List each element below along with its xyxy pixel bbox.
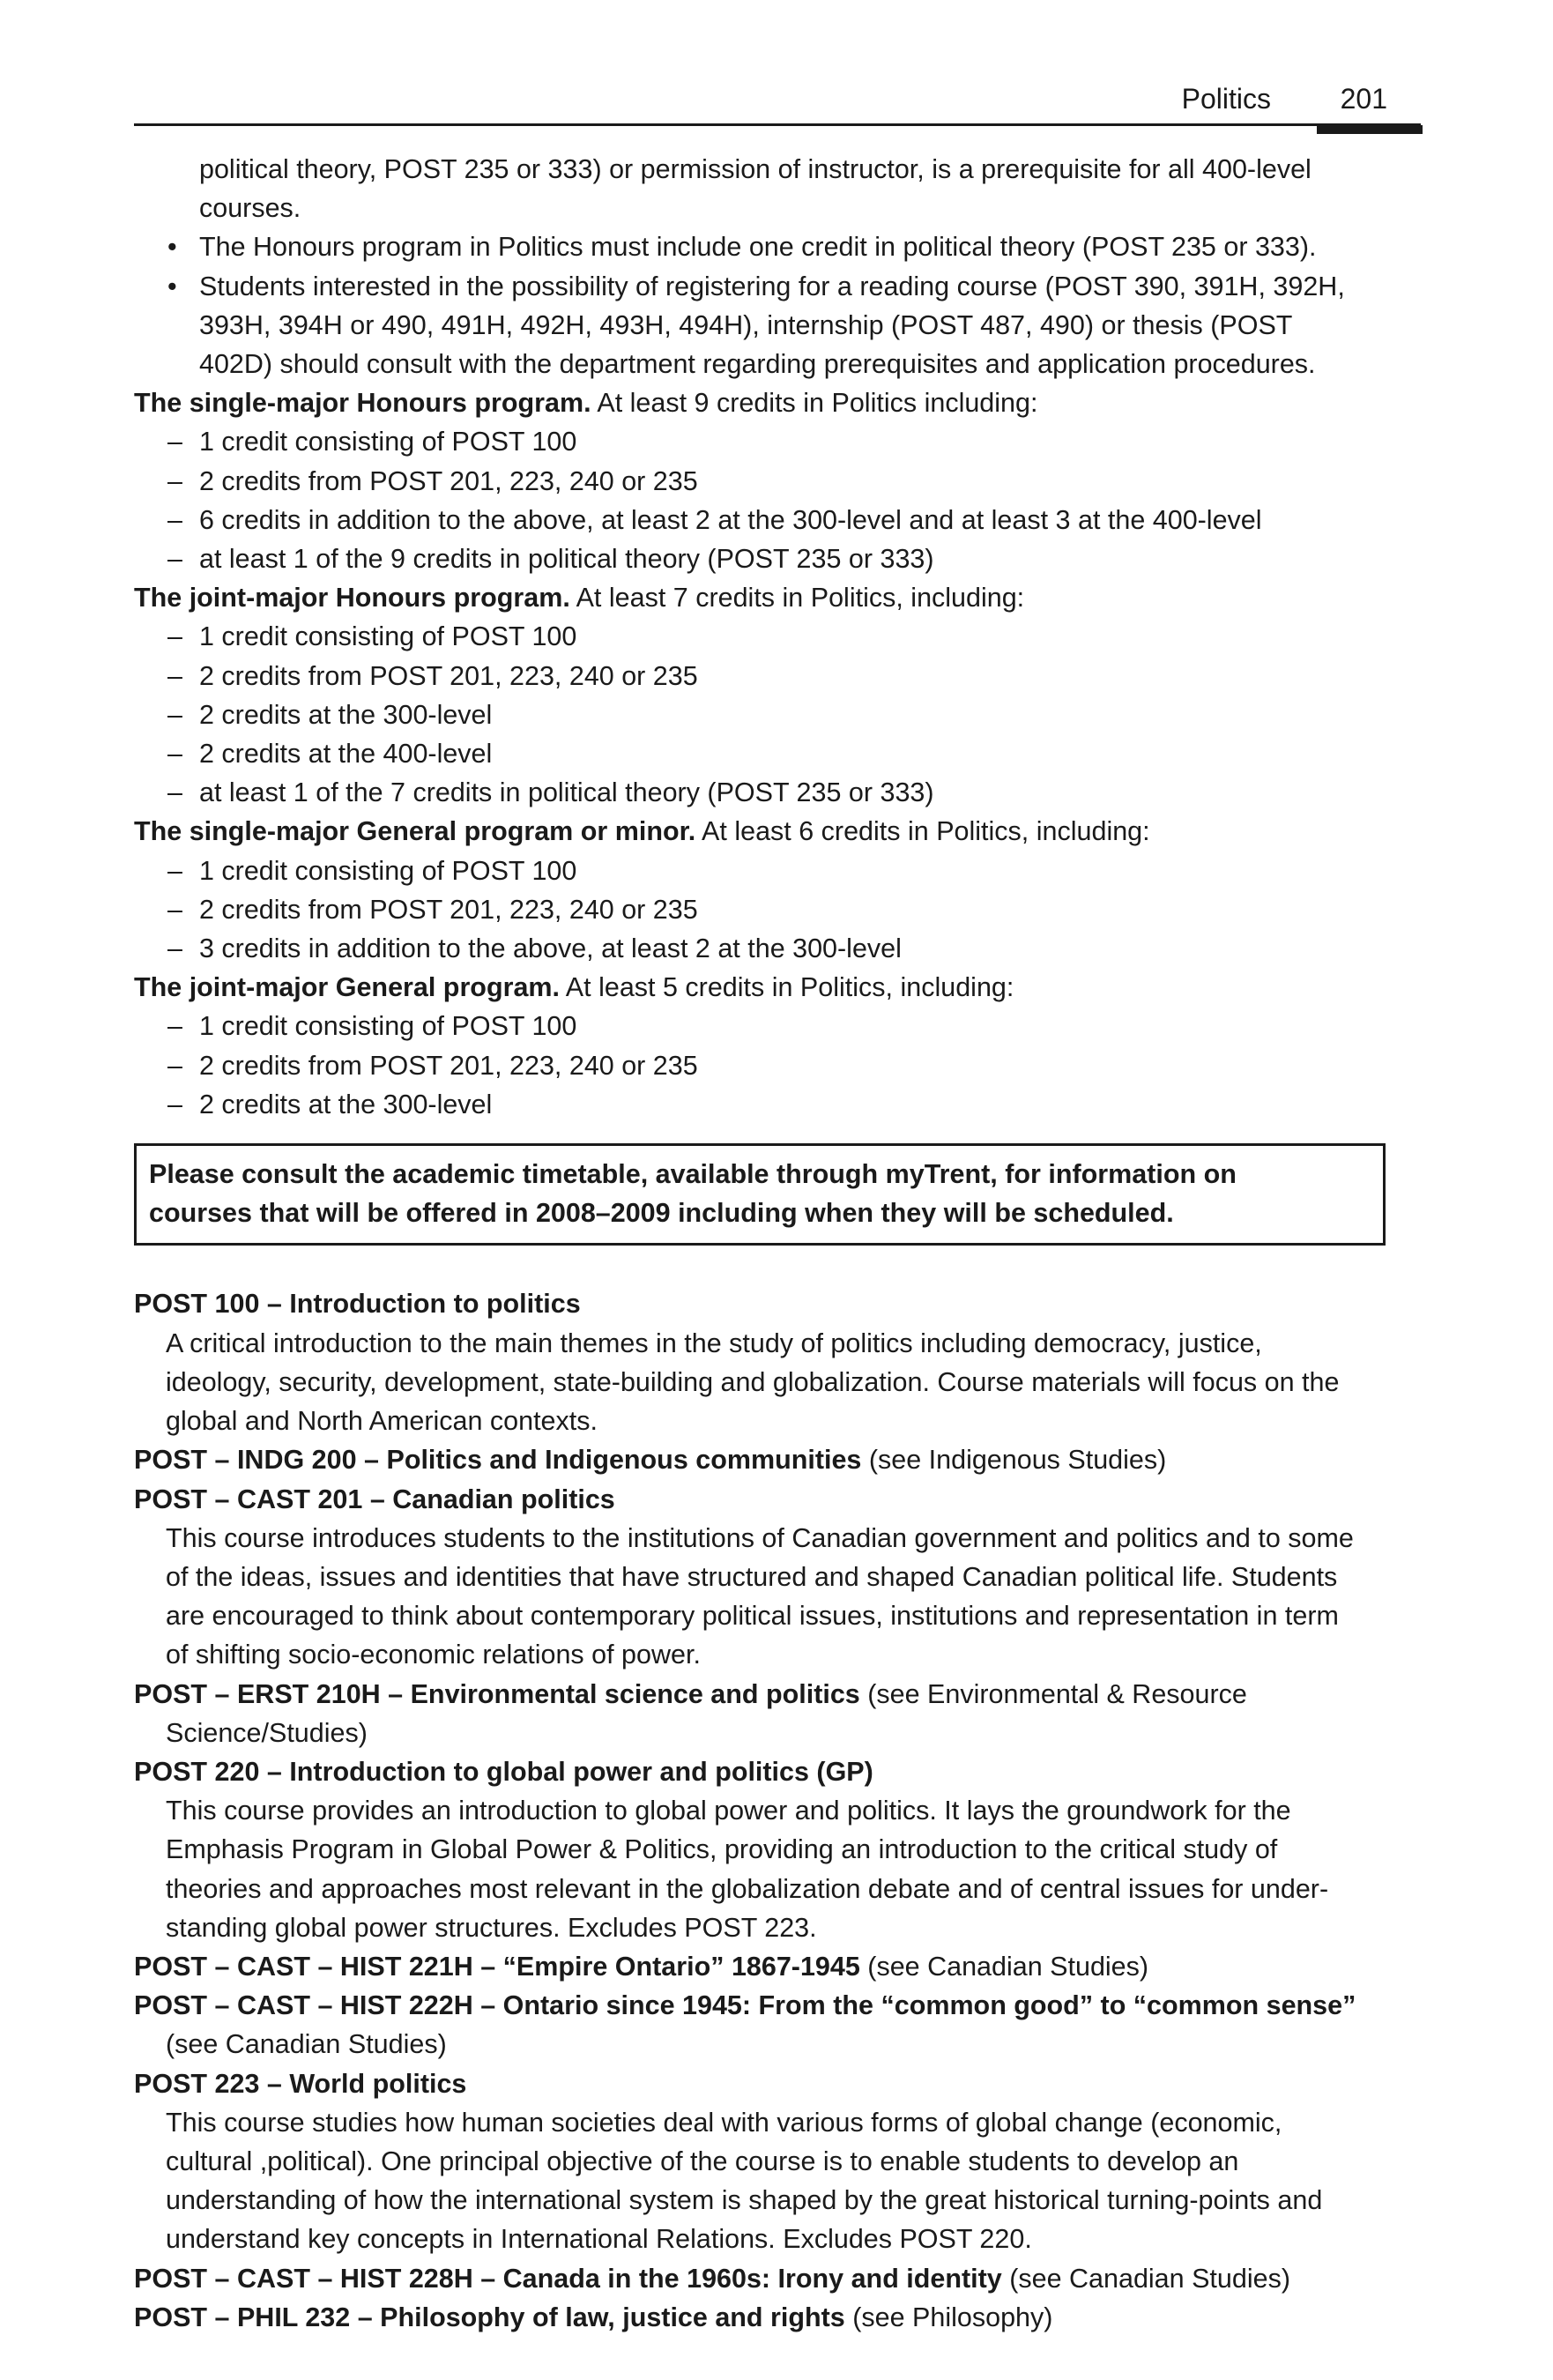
course-description-line: This course studies how human societies deal with various forms of global change (economic, (166, 2107, 1282, 2138)
programs-section (134, 383, 1421, 1124)
course-see-also: (see Indigenous Studies) (861, 1445, 1167, 1476)
course-description-line: of shifting socio-economic relations of power. (166, 1640, 701, 1670)
course-title: POST 223 – World politics (134, 2068, 467, 2099)
dash-icon: – (167, 777, 182, 808)
requirement-item (134, 929, 1421, 968)
course-description-line: global and North American contexts. (166, 1406, 598, 1437)
dash-icon: – (167, 1011, 182, 1042)
course-description-line: standing global power structures. Excludes POST 223. (166, 1912, 817, 1943)
program-title: The joint-major Honours program. (134, 583, 570, 614)
program-heading (134, 578, 1421, 617)
course-heading (134, 2259, 1421, 2298)
requirement-text: 2 credits at the 300-level (199, 1089, 493, 1119)
dash-icon: – (167, 504, 182, 535)
dash-icon: – (167, 660, 182, 691)
bullet-text: 402D) should consult with the department regarding prerequisites and application procedures. (199, 349, 1316, 380)
requirement-text: 2 credits at the 400-level (199, 739, 493, 770)
program-desc: At least 6 credits in Politics, including: (695, 816, 1150, 847)
course-title: POST 100 – Introduction to politics (134, 1289, 581, 1320)
program-heading (134, 812, 1421, 851)
dash-icon: – (167, 427, 182, 457)
requirement-item (134, 422, 1421, 461)
notice-line: courses that will be offered in 2008–2009 including when they will be scheduled. (149, 1198, 1174, 1229)
requirement-text: at least 1 of the 9 credits in political theory (POST 235 or 333) (199, 544, 934, 575)
page-number: 201 (1340, 83, 1387, 115)
dash-icon: – (167, 933, 182, 964)
bullet-line (134, 227, 1421, 266)
course-see-also: (see Canadian Studies) (1001, 2263, 1290, 2294)
bullet-line (134, 345, 1421, 383)
course-description-line: of the ideas, issues and identities that have structured and shaped Canadian political life. Students (166, 1561, 1338, 1592)
course-title: POST – CAST – HIST 222H – Ontario since 1945: From the “common good” to “common sense” (134, 1990, 1356, 2021)
requirement-item (134, 462, 1421, 501)
course-heading (134, 2064, 1421, 2103)
course-title: POST – CAST – HIST 221H – “Empire Ontario” 1867-1945 (134, 1951, 860, 1982)
program-heading (134, 383, 1421, 422)
program-desc: At least 7 credits in Politics, including: (569, 583, 1025, 614)
timetable-notice (134, 1143, 1386, 1246)
requirement-item (134, 1085, 1421, 1124)
course-description-line: ideology, security, development, state-building and globalization. Course materials will focus on the (166, 1366, 1340, 1397)
dash-icon: – (167, 1089, 182, 1119)
dash-icon: – (167, 699, 182, 730)
course-description-line: theories and approaches most relevant in the globalization debate and of central issues for under- (166, 1873, 1329, 1904)
course-description-line: are encouraged to think about contemporary political issues, institutions and representation in term (166, 1601, 1339, 1632)
requirement-text: at least 1 of the 7 credits in political theory (POST 235 or 333) (199, 777, 934, 808)
dash-icon: – (167, 621, 182, 652)
requirement-text: 2 credits from POST 201, 223, 240 or 235 (199, 465, 698, 496)
course-description-line: A critical introduction to the main themes in the study of politics including democracy, justice, (166, 1328, 1262, 1358)
bullet-line (134, 306, 1421, 345)
requirement-text: 2 credits from POST 201, 223, 240 or 235 (199, 660, 698, 691)
program-title: The single-major Honours program. (134, 388, 591, 419)
course-title: POST – CAST 201 – Canadian politics (134, 1484, 615, 1514)
course-title: POST – CAST – HIST 228H – Canada in the 1960s: Irony and identity (134, 2263, 1002, 2294)
program-title: The single-major General program or minor. (134, 816, 696, 847)
requirement-item (134, 657, 1421, 695)
requirement-text: 2 credits at the 300-level (199, 699, 493, 730)
course-heading (134, 1947, 1421, 1986)
requirement-item (134, 695, 1421, 734)
requirement-text: 1 credit consisting of POST 100 (199, 855, 577, 886)
course-heading (134, 1480, 1421, 1519)
course-heading (134, 2298, 1421, 2337)
requirement-item (134, 852, 1421, 890)
course-description-line: cultural ,political). One principal objective of the course is to enable students to develop an (166, 2146, 1239, 2176)
requirement-item (134, 617, 1421, 656)
course-description-line: (see Canadian Studies) (166, 2029, 447, 2060)
course-title: POST – PHIL 232 – Philosophy of law, justice and rights (134, 2302, 845, 2332)
requirement-text: 3 credits in addition to the above, at least 2 at the 300-level (199, 933, 902, 964)
course-list (134, 1284, 1421, 2336)
header-bar (1317, 125, 1423, 134)
dash-icon: – (167, 739, 182, 770)
intro-line: courses. (199, 193, 301, 224)
requirement-item (134, 734, 1421, 773)
intro-line: political theory, POST 235 or 333) or permission of instructor, is a prerequisite for all 400-level (199, 154, 1312, 184)
page-header (134, 78, 1421, 126)
dash-icon: – (167, 855, 182, 886)
course-heading (134, 1986, 1421, 2025)
course-description-line: Science/Studies) (166, 1717, 368, 1748)
dash-icon: – (167, 544, 182, 575)
course-see-also: (see Philosophy) (844, 2302, 1053, 2332)
requirement-item (134, 539, 1421, 578)
course-title: POST – INDG 200 – Politics and Indigenous communities (134, 1445, 862, 1476)
course-title: POST 220 – Introduction to global power and politics (GP) (134, 1756, 873, 1787)
bullet-text: The Honours program in Politics must include one credit in political theory (POST 235 or 333). (199, 232, 1317, 263)
course-description-line: This course introduces students to the institutions of Canadian government and politics and to some (166, 1522, 1354, 1553)
bullet-line (134, 267, 1421, 306)
bullet-icon: • (167, 271, 177, 301)
page-content (134, 150, 1421, 2337)
bullet-icon: • (167, 232, 177, 263)
dash-icon: – (167, 465, 182, 496)
course-description-line: understand key concepts in International Relations. Excludes POST 220. (166, 2224, 1032, 2255)
course-heading (134, 1752, 1421, 1791)
requirement-text: 1 credit consisting of POST 100 (199, 1011, 577, 1042)
course-heading (134, 1440, 1421, 1479)
course-heading (134, 1284, 1421, 1323)
course-description-line: understanding of how the international system is shaped by the great historical turning-points and (166, 2185, 1323, 2216)
dash-icon: – (167, 894, 182, 925)
course-description-line: Emphasis Program in Global Power & Politics, providing an introduction to the critical study of (166, 1834, 1278, 1865)
course-heading (134, 1675, 1421, 1714)
requirement-text: 1 credit consisting of POST 100 (199, 621, 577, 652)
requirement-item (134, 773, 1421, 812)
requirement-item (134, 1007, 1421, 1045)
requirement-text: 2 credits from POST 201, 223, 240 or 235 (199, 1050, 698, 1081)
section-title: Politics (1181, 83, 1271, 115)
program-desc: At least 9 credits in Politics including: (591, 388, 1038, 419)
course-see-also: (see Environmental & Resource (859, 1678, 1247, 1709)
program-heading (134, 968, 1421, 1007)
bullet-text: 393H, 394H or 490, 491H, 492H, 493H, 494H), internship (POST 487, 490) or thesis (POST (199, 309, 1293, 340)
requirement-item (134, 1046, 1421, 1085)
requirement-text: 2 credits from POST 201, 223, 240 or 235 (199, 894, 698, 925)
requirement-text: 6 credits in addition to the above, at least 2 at the 300-level and at least 3 at the 400-level (199, 504, 1262, 535)
requirement-item (134, 501, 1421, 539)
dash-icon: – (167, 1050, 182, 1081)
requirement-text: 1 credit consisting of POST 100 (199, 427, 577, 457)
course-description-line: This course provides an introduction to global power and politics. It lays the groundwork for the (166, 1796, 1291, 1826)
notice-line: Please consult the academic timetable, available through myTrent, for information on (149, 1159, 1237, 1190)
program-desc: At least 5 credits in Politics, including: (560, 972, 1014, 1003)
bullet-text: Students interested in the possibility of registering for a reading course (POST 390, 391H, 392H, (199, 271, 1345, 301)
course-see-also: (see Canadian Studies) (859, 1951, 1149, 1982)
program-title: The joint-major General program. (134, 972, 560, 1003)
course-title: POST – ERST 210H – Environmental science and politics (134, 1678, 860, 1709)
requirement-item (134, 890, 1421, 929)
intro-section (134, 150, 1421, 383)
